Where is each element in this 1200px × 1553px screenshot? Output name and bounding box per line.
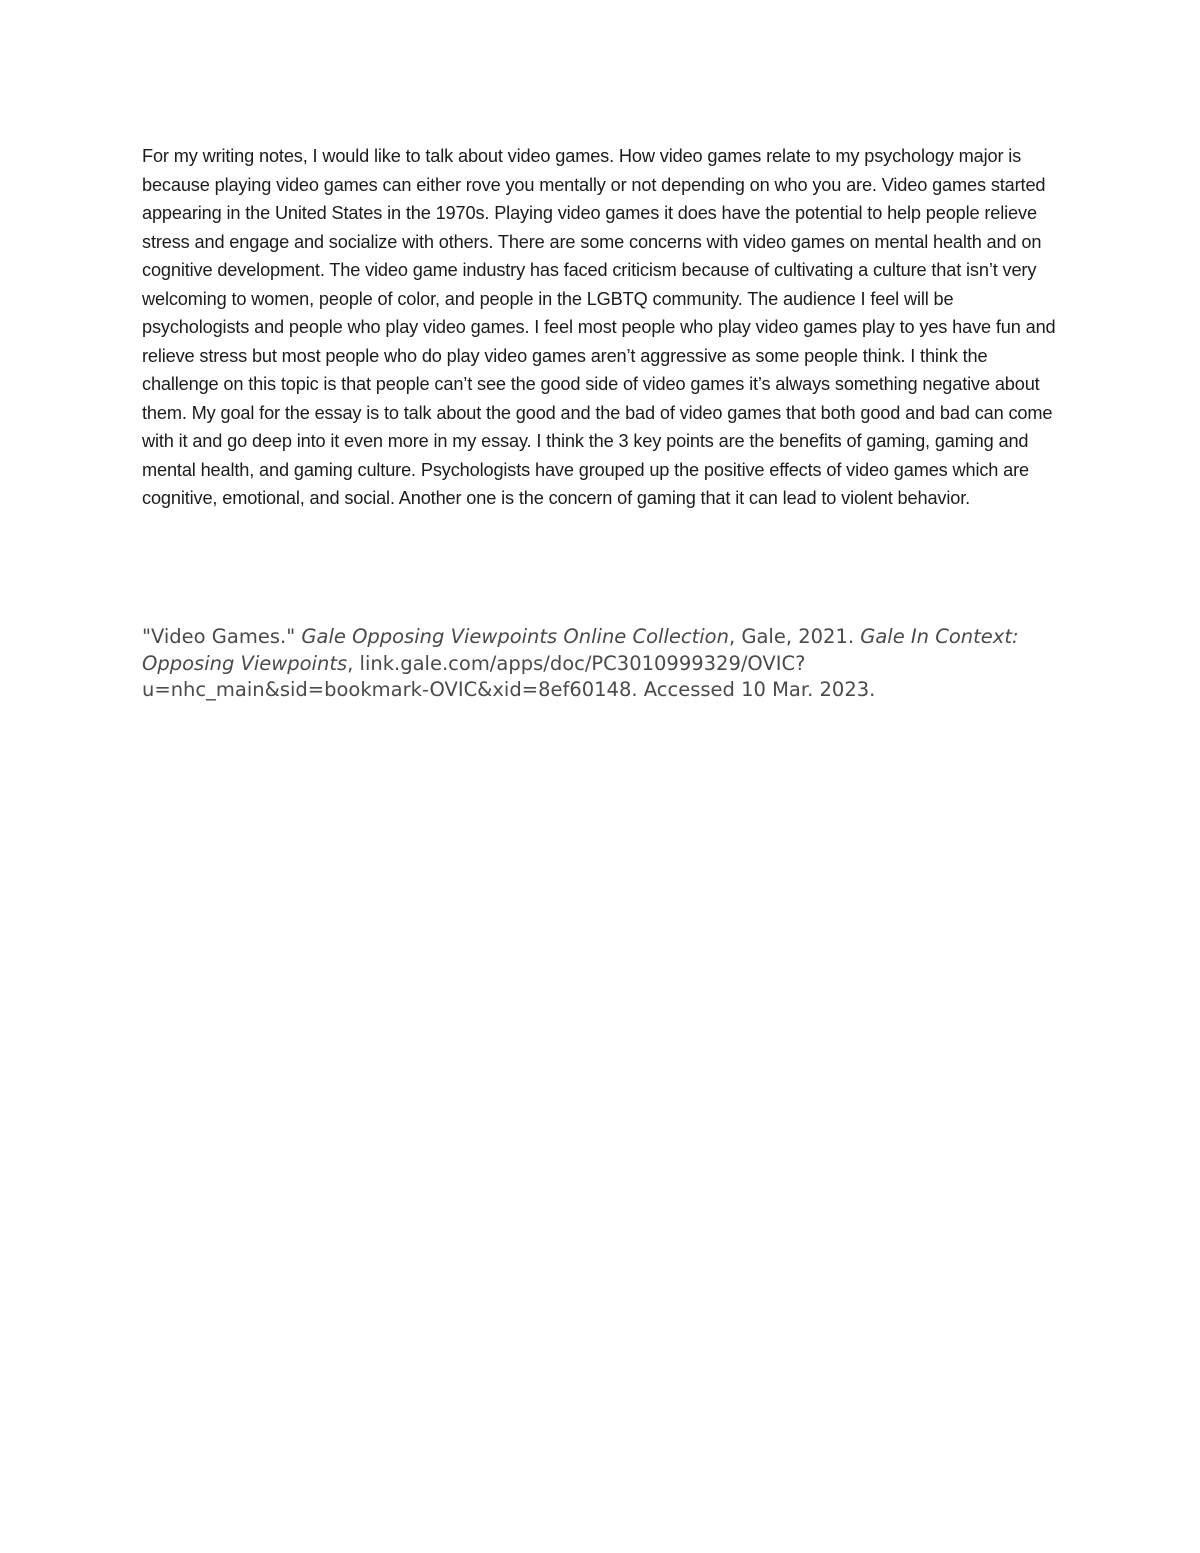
writing-notes-paragraph: For my writing notes, I would like to talk about video games. How video games relate to my psychology major is because playing video games can either rove you mentally or not depending on who you are. Video games started appearing in the United States in the 1970s. Playing video games it does have the potential to help people relieve stress and engage and socialize with others. There are some concerns with video games on mental health and on cognitive development. The video game industry has faced criticism because of cultivating a culture that isn’t very welcoming to women, people of color, and people in the LGBTQ community. The audience I feel will be psychologists and people who play video games. I feel most people who play video games play to yes have fun and relieve stress but most people who do play video games aren’t aggressive as some people think. I think the challenge on this topic is that people can’t see the good side of video games it’s always something negative about them. My goal for the essay is to talk about the good and the bad of video games that both good and bad can come with it and go deep into it even more in my essay. I think the 3 key points are the benefits of gaming, gaming and mental health, and gaming culture. Psychologists have grouped up the positive effects of video games which are cognitive, emotional, and social. Another one is the concern of gaming that it can lead to violent behavior. xyxy=(142,146,1056,508)
citation-database: Gale In Context: Opposing Viewpoints xyxy=(142,625,1019,675)
citation-title: "Video Games." xyxy=(142,625,296,648)
citation-url-accessed: , link.gale.com/apps/doc/PC3010999329/OVIC?u=nhc_main&sid=bookmark-OVIC&xid=8ef60148. Accessed 10 Mar. 2023. xyxy=(142,651,876,701)
works-cited-entry xyxy=(142,624,1042,704)
citation-publisher-year: , Gale, 2021. xyxy=(728,625,855,648)
citation-collection: Gale Opposing Viewpoints Online Collection xyxy=(301,625,729,648)
